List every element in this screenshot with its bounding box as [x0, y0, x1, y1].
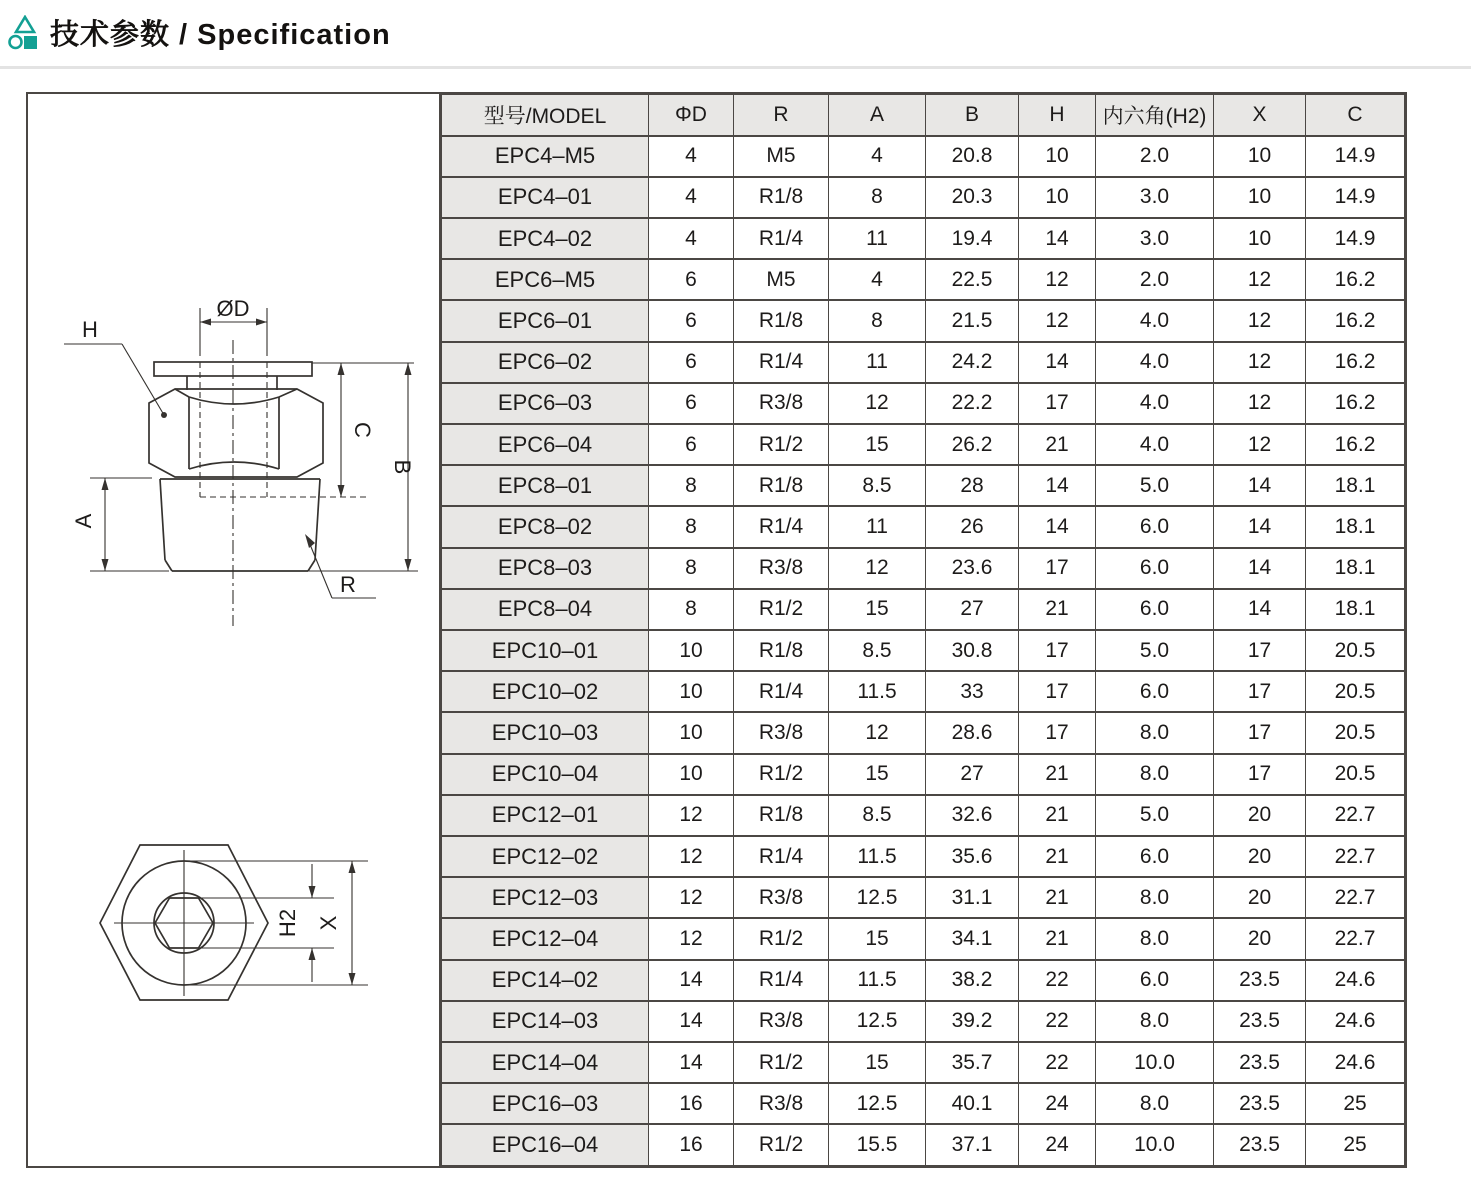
value-cell: 28.6 [926, 712, 1019, 753]
value-cell: 17 [1019, 712, 1096, 753]
value-cell: 11 [829, 218, 926, 259]
spec-section-icon [8, 15, 40, 51]
table-row [441, 671, 1406, 712]
value-cell: 21 [1019, 424, 1096, 465]
value-cell: 12 [649, 877, 734, 918]
value-cell: 14 [649, 1001, 734, 1042]
value-cell: R1/4 [734, 218, 829, 259]
value-cell: 8 [649, 589, 734, 630]
model-cell: EPC16–04 [441, 1124, 649, 1166]
col-header-x: X [1214, 94, 1306, 136]
value-cell: 25 [1306, 1083, 1406, 1124]
value-cell: R3/8 [734, 1083, 829, 1124]
model-cell: EPC8–01 [441, 465, 649, 506]
value-cell: 23.5 [1214, 1083, 1306, 1124]
model-cell: EPC16–03 [441, 1083, 649, 1124]
table-row [441, 877, 1406, 918]
value-cell: 10 [649, 630, 734, 671]
value-cell: 17 [1214, 754, 1306, 795]
value-cell: 17 [1214, 712, 1306, 753]
dim-label-r: R [340, 572, 356, 597]
value-cell: 17 [1019, 548, 1096, 589]
value-cell: 14 [1019, 506, 1096, 547]
table-row [441, 465, 1406, 506]
value-cell: 22.7 [1306, 836, 1406, 877]
value-cell: 17 [1019, 630, 1096, 671]
dim-label-x: X [316, 915, 341, 931]
value-cell: 4 [649, 218, 734, 259]
value-cell: R1/8 [734, 177, 829, 218]
value-cell: 34.1 [926, 918, 1019, 959]
value-cell: 23.5 [1214, 1042, 1306, 1083]
model-cell: EPC6–01 [441, 300, 649, 341]
value-cell: 4 [649, 177, 734, 218]
value-cell: 14 [1214, 465, 1306, 506]
col-header-model: 型号/MODEL [441, 94, 649, 136]
value-cell: 8.0 [1096, 754, 1214, 795]
value-cell: 21 [1019, 836, 1096, 877]
dim-label-h: H [82, 317, 98, 342]
value-cell: 12 [1214, 259, 1306, 300]
value-cell: 20.8 [926, 136, 1019, 177]
table-row [441, 177, 1406, 218]
value-cell: 16 [649, 1083, 734, 1124]
value-cell: 18.1 [1306, 506, 1406, 547]
value-cell: 10 [1214, 218, 1306, 259]
value-cell: 15 [829, 918, 926, 959]
value-cell: 8 [649, 548, 734, 589]
value-cell: R1/8 [734, 795, 829, 836]
value-cell: 12 [649, 918, 734, 959]
value-cell: 17 [1019, 383, 1096, 424]
value-cell: 14 [649, 960, 734, 1001]
spec-table-body [441, 136, 1406, 1167]
value-cell: R1/2 [734, 1124, 829, 1166]
value-cell: 8.0 [1096, 877, 1214, 918]
value-cell: 10 [1214, 136, 1306, 177]
value-cell: 37.1 [926, 1124, 1019, 1166]
value-cell: 10 [1019, 177, 1096, 218]
table-row [441, 136, 1406, 177]
value-cell: 11 [829, 342, 926, 383]
value-cell: 19.4 [926, 218, 1019, 259]
value-cell: 2.0 [1096, 136, 1214, 177]
value-cell: R1/4 [734, 506, 829, 547]
table-row [441, 795, 1406, 836]
table-row [441, 506, 1406, 547]
value-cell: 21 [1019, 795, 1096, 836]
model-cell: EPC8–03 [441, 548, 649, 589]
value-cell: 14.9 [1306, 218, 1406, 259]
table-row [441, 218, 1406, 259]
value-cell: 38.2 [926, 960, 1019, 1001]
model-cell: EPC10–03 [441, 712, 649, 753]
value-cell: 33 [926, 671, 1019, 712]
value-cell: 30.8 [926, 630, 1019, 671]
value-cell: 3.0 [1096, 218, 1214, 259]
value-cell: 12.5 [829, 1001, 926, 1042]
value-cell: 20 [1214, 877, 1306, 918]
value-cell: 8.0 [1096, 1001, 1214, 1042]
value-cell: 10.0 [1096, 1124, 1214, 1166]
table-row [441, 1124, 1406, 1166]
value-cell: 39.2 [926, 1001, 1019, 1042]
fitting-hex-top-view-drawing [100, 845, 368, 1000]
value-cell: 6 [649, 383, 734, 424]
dim-label-c: C [350, 422, 375, 438]
value-cell: 23.5 [1214, 1124, 1306, 1166]
value-cell: 14 [1214, 589, 1306, 630]
model-cell: EPC4–01 [441, 177, 649, 218]
value-cell: 4 [649, 136, 734, 177]
fitting-drawings [28, 94, 436, 1165]
value-cell: 15 [829, 424, 926, 465]
value-cell: 16.2 [1306, 342, 1406, 383]
content-frame [26, 92, 1407, 1168]
table-row [441, 960, 1406, 1001]
value-cell: 4.0 [1096, 300, 1214, 341]
value-cell: 22.7 [1306, 918, 1406, 959]
value-cell: 26.2 [926, 424, 1019, 465]
col-header-a: A [829, 94, 926, 136]
value-cell: 14 [1214, 506, 1306, 547]
value-cell: 6.0 [1096, 506, 1214, 547]
value-cell: 12.5 [829, 877, 926, 918]
value-cell: 11.5 [829, 836, 926, 877]
value-cell: R1/2 [734, 1042, 829, 1083]
value-cell: 5.0 [1096, 795, 1214, 836]
value-cell: 22 [1019, 960, 1096, 1001]
model-cell: EPC12–04 [441, 918, 649, 959]
dim-label-od: ØD [216, 296, 250, 321]
table-row [441, 836, 1406, 877]
value-cell: 8.5 [829, 465, 926, 506]
value-cell: 22.7 [1306, 877, 1406, 918]
value-cell: 8.0 [1096, 918, 1214, 959]
value-cell: 21 [1019, 754, 1096, 795]
value-cell: 31.1 [926, 877, 1019, 918]
value-cell: 23.5 [1214, 960, 1306, 1001]
value-cell: 16.2 [1306, 424, 1406, 465]
value-cell: R1/2 [734, 589, 829, 630]
drawing-panel [26, 92, 439, 1168]
value-cell: 22 [1019, 1042, 1096, 1083]
model-cell: EPC14–03 [441, 1001, 649, 1042]
value-cell: 12 [1019, 259, 1096, 300]
value-cell: 16.2 [1306, 300, 1406, 341]
value-cell: R1/8 [734, 300, 829, 341]
table-row [441, 383, 1406, 424]
value-cell: 5.0 [1096, 465, 1214, 506]
value-cell: 6.0 [1096, 836, 1214, 877]
value-cell: 25 [1306, 1124, 1406, 1166]
value-cell: 20 [1214, 918, 1306, 959]
value-cell: 40.1 [926, 1083, 1019, 1124]
value-cell: 28 [926, 465, 1019, 506]
model-cell: EPC10–01 [441, 630, 649, 671]
table-row [441, 918, 1406, 959]
value-cell: 22.2 [926, 383, 1019, 424]
value-cell: 10 [649, 754, 734, 795]
table-header-row [441, 94, 1406, 136]
value-cell: 5.0 [1096, 630, 1214, 671]
page-title: 技术参数 / Specification [50, 19, 391, 51]
model-cell: EPC6–03 [441, 383, 649, 424]
value-cell: 14 [1019, 218, 1096, 259]
col-header-r: R [734, 94, 829, 136]
value-cell: 21 [1019, 877, 1096, 918]
value-cell: 26 [926, 506, 1019, 547]
value-cell: 8.5 [829, 630, 926, 671]
value-cell: 12 [1019, 300, 1096, 341]
table-row [441, 1083, 1406, 1124]
value-cell: 24.2 [926, 342, 1019, 383]
model-cell: EPC6–M5 [441, 259, 649, 300]
value-cell: 24 [1019, 1124, 1096, 1166]
value-cell: R1/8 [734, 465, 829, 506]
model-cell: EPC4–02 [441, 218, 649, 259]
value-cell: 24.6 [1306, 960, 1406, 1001]
value-cell: M5 [734, 136, 829, 177]
value-cell: 20.3 [926, 177, 1019, 218]
value-cell: 12 [829, 548, 926, 589]
value-cell: 24.6 [1306, 1001, 1406, 1042]
value-cell: 21 [1019, 918, 1096, 959]
value-cell: 22.7 [1306, 795, 1406, 836]
value-cell: 27 [926, 589, 1019, 630]
value-cell: R3/8 [734, 548, 829, 589]
table-row [441, 259, 1406, 300]
model-cell: EPC10–02 [441, 671, 649, 712]
value-cell: 35.6 [926, 836, 1019, 877]
value-cell: 32.6 [926, 795, 1019, 836]
value-cell: R1/4 [734, 342, 829, 383]
table-row [441, 589, 1406, 630]
value-cell: 17 [1214, 630, 1306, 671]
value-cell: 23.5 [1214, 1001, 1306, 1042]
value-cell: 6 [649, 424, 734, 465]
value-cell: 14.9 [1306, 136, 1406, 177]
col-header-hex-h2: 内六角(H2) [1096, 94, 1214, 136]
dim-label-b: B [390, 459, 415, 475]
value-cell: 12 [649, 795, 734, 836]
value-cell: 4.0 [1096, 383, 1214, 424]
section-divider [0, 66, 1471, 69]
model-cell: EPC8–04 [441, 589, 649, 630]
value-cell: 12 [829, 383, 926, 424]
value-cell: 4.0 [1096, 342, 1214, 383]
value-cell: 10 [1019, 136, 1096, 177]
model-cell: EPC12–01 [441, 795, 649, 836]
dim-label-a: A [71, 513, 96, 529]
value-cell: 3.0 [1096, 177, 1214, 218]
value-cell: 14 [1214, 548, 1306, 589]
value-cell: 20.5 [1306, 630, 1406, 671]
model-cell: EPC8–02 [441, 506, 649, 547]
value-cell: 24 [1019, 1083, 1096, 1124]
value-cell: 4 [829, 259, 926, 300]
value-cell: 27 [926, 754, 1019, 795]
value-cell: 17 [1019, 671, 1096, 712]
col-header-od: ΦD [649, 94, 734, 136]
value-cell: 21 [1019, 589, 1096, 630]
value-cell: 14 [649, 1042, 734, 1083]
value-cell: 2.0 [1096, 259, 1214, 300]
value-cell: 14 [1019, 465, 1096, 506]
value-cell: 12 [649, 836, 734, 877]
value-cell: R1/2 [734, 754, 829, 795]
value-cell: 11.5 [829, 671, 926, 712]
table-row [441, 754, 1406, 795]
value-cell: 15 [829, 1042, 926, 1083]
value-cell: 8 [649, 506, 734, 547]
dim-label-h2: H2 [275, 908, 300, 938]
value-cell: R1/4 [734, 960, 829, 1001]
model-cell: EPC10–04 [441, 754, 649, 795]
value-cell: 21.5 [926, 300, 1019, 341]
value-cell: 4 [829, 136, 926, 177]
value-cell: 18.1 [1306, 465, 1406, 506]
value-cell: 8 [649, 465, 734, 506]
value-cell: 23.6 [926, 548, 1019, 589]
value-cell: 17 [1214, 671, 1306, 712]
value-cell: 14 [1019, 342, 1096, 383]
value-cell: 15 [829, 589, 926, 630]
value-cell: R1/2 [734, 424, 829, 465]
fitting-side-view-drawing [64, 296, 418, 626]
model-cell: EPC12–02 [441, 836, 649, 877]
value-cell: R3/8 [734, 877, 829, 918]
value-cell: 14.9 [1306, 177, 1406, 218]
value-cell: 6 [649, 259, 734, 300]
value-cell: 10 [649, 671, 734, 712]
table-row [441, 712, 1406, 753]
value-cell: 16.2 [1306, 259, 1406, 300]
model-cell: EPC6–02 [441, 342, 649, 383]
value-cell: 8.0 [1096, 1083, 1214, 1124]
value-cell: 6.0 [1096, 548, 1214, 589]
value-cell: R1/4 [734, 671, 829, 712]
value-cell: 12 [1214, 424, 1306, 465]
value-cell: R1/4 [734, 836, 829, 877]
value-cell: 20.5 [1306, 754, 1406, 795]
table-row [441, 342, 1406, 383]
model-cell: EPC14–04 [441, 1042, 649, 1083]
value-cell: 6.0 [1096, 589, 1214, 630]
value-cell: R3/8 [734, 712, 829, 753]
table-row [441, 1042, 1406, 1083]
col-header-b: B [926, 94, 1019, 136]
value-cell: 8 [829, 177, 926, 218]
value-cell: 15 [829, 754, 926, 795]
spec-table [439, 92, 1407, 1168]
value-cell: 11.5 [829, 960, 926, 1001]
value-cell: 12 [1214, 300, 1306, 341]
value-cell: 12 [1214, 342, 1306, 383]
value-cell: 8 [829, 300, 926, 341]
value-cell: 12 [1214, 383, 1306, 424]
value-cell: 20 [1214, 836, 1306, 877]
value-cell: M5 [734, 259, 829, 300]
value-cell: 22.5 [926, 259, 1019, 300]
model-cell: EPC4–M5 [441, 136, 649, 177]
value-cell: 35.7 [926, 1042, 1019, 1083]
value-cell: 16 [649, 1124, 734, 1166]
value-cell: 20.5 [1306, 712, 1406, 753]
col-header-h: H [1019, 94, 1096, 136]
value-cell: 22 [1019, 1001, 1096, 1042]
value-cell: 6.0 [1096, 960, 1214, 1001]
value-cell: 10 [649, 712, 734, 753]
model-cell: EPC6–04 [441, 424, 649, 465]
value-cell: 6.0 [1096, 671, 1214, 712]
value-cell: 20 [1214, 795, 1306, 836]
value-cell: 4.0 [1096, 424, 1214, 465]
value-cell: 15.5 [829, 1124, 926, 1166]
value-cell: 12 [829, 712, 926, 753]
value-cell: R3/8 [734, 1001, 829, 1042]
value-cell: 8.5 [829, 795, 926, 836]
table-row [441, 630, 1406, 671]
value-cell: R1/8 [734, 630, 829, 671]
model-cell: EPC12–03 [441, 877, 649, 918]
value-cell: 16.2 [1306, 383, 1406, 424]
value-cell: R3/8 [734, 383, 829, 424]
value-cell: 6 [649, 342, 734, 383]
value-cell: 20.5 [1306, 671, 1406, 712]
value-cell: 6 [649, 300, 734, 341]
table-row [441, 424, 1406, 465]
table-row [441, 548, 1406, 589]
table-row [441, 1001, 1406, 1042]
value-cell: 24.6 [1306, 1042, 1406, 1083]
value-cell: 11 [829, 506, 926, 547]
col-header-c: C [1306, 94, 1406, 136]
value-cell: 8.0 [1096, 712, 1214, 753]
table-row [441, 300, 1406, 341]
model-cell: EPC14–02 [441, 960, 649, 1001]
value-cell: R1/2 [734, 918, 829, 959]
value-cell: 18.1 [1306, 589, 1406, 630]
value-cell: 18.1 [1306, 548, 1406, 589]
value-cell: 10 [1214, 177, 1306, 218]
section-header [8, 12, 391, 53]
value-cell: 12.5 [829, 1083, 926, 1124]
value-cell: 10.0 [1096, 1042, 1214, 1083]
